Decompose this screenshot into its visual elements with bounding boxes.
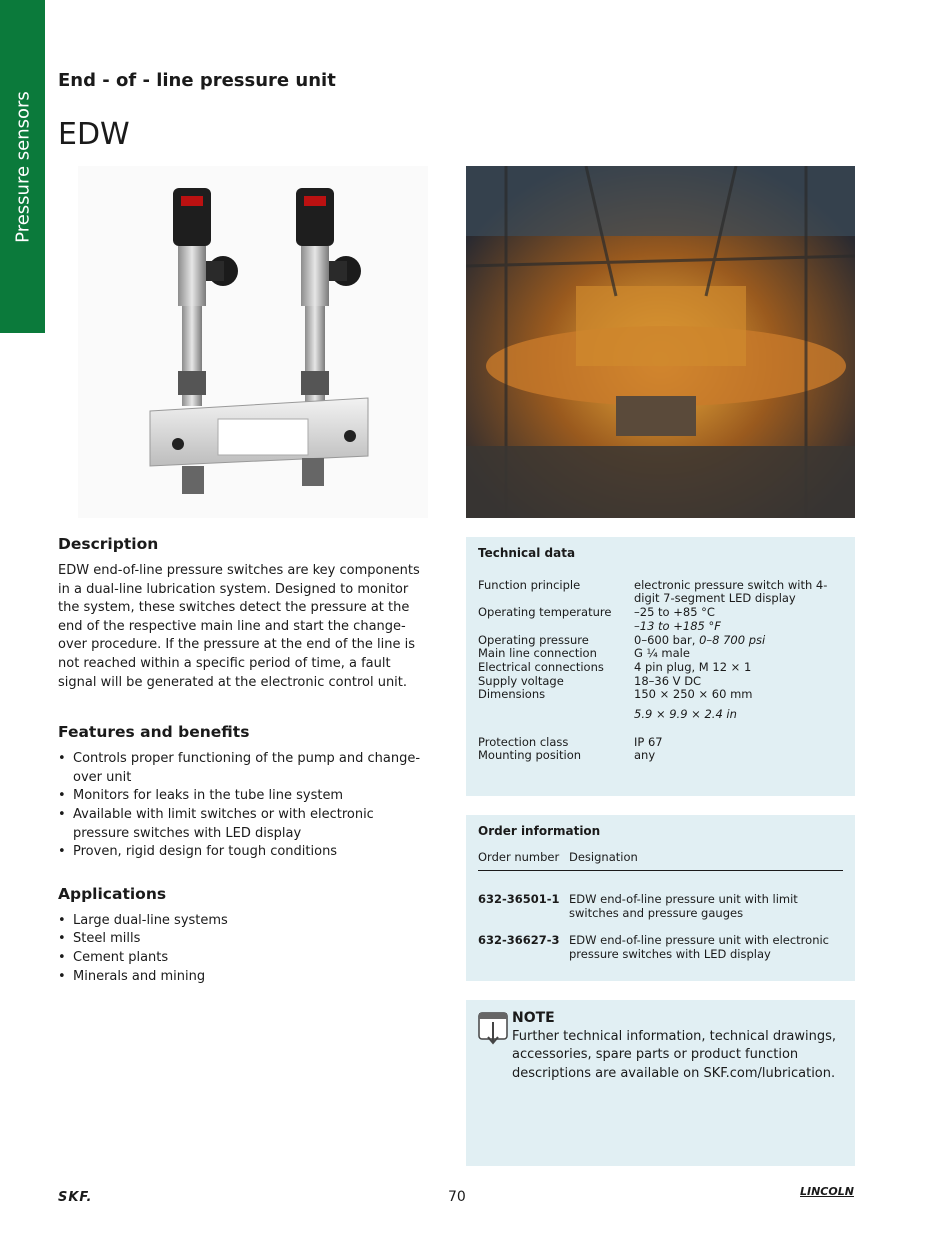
spec-row: [478, 736, 843, 750]
order-table-header: [478, 851, 843, 872]
section-tab-label: Pressure sensors: [12, 90, 33, 243]
list-item: • Large dual-line systems: [58, 912, 433, 931]
spec-label: Dimensions: [478, 687, 546, 702]
spec-value: –25 to +85 °C: [634, 605, 715, 620]
list-item: • Minerals and mining: [58, 968, 433, 987]
page-subtitle: End - of - line pressure unit: [58, 70, 336, 91]
spec-row: [478, 579, 843, 606]
list-item: • Cement plants: [58, 949, 433, 968]
note-title: NOTE: [512, 1010, 555, 1026]
page-number: 70: [448, 1189, 466, 1205]
lincoln-logo: LINCOLN: [800, 1185, 854, 1198]
list-item: • Controls proper functioning of the pump and change-over unit: [58, 750, 433, 787]
spec-label: Function principle: [478, 577, 581, 592]
spec-value: 4 pin plug, M 12 × 1: [634, 659, 752, 674]
order-heading: Order information: [478, 824, 601, 838]
table-row: [478, 934, 843, 961]
features-heading: Features and benefits: [58, 723, 250, 742]
list-item: • Proven, rigid design for tough conditions: [58, 843, 433, 862]
list-item: • Steel mills: [58, 930, 433, 949]
spec-row: [478, 647, 843, 661]
spec-row: [478, 749, 843, 763]
spec-label: Protection class: [478, 734, 569, 749]
table-row: [478, 893, 843, 920]
designation: EDW end-of-line pressure unit with limit switches and pressure gauges: [569, 892, 798, 921]
order-number: 632-36627-3: [478, 932, 560, 947]
spec-label: Supply voltage: [478, 673, 564, 688]
page-title: EDW: [58, 117, 130, 152]
spec-row: [478, 688, 843, 721]
list-item: • Monitors for leaks in the tube line system: [58, 787, 433, 806]
spec-value-imperial: –13 to +185 °F: [634, 618, 721, 633]
spec-row: [478, 661, 843, 675]
column-header-order-number: Order number: [478, 849, 560, 864]
spec-value-imperial: 0–8 700 psi: [699, 632, 766, 647]
spec-value: G ¼ male: [634, 646, 690, 661]
order-number: 632-36501-1: [478, 892, 560, 907]
applications-list: [58, 912, 433, 986]
spec-value: 18–36 V DC: [634, 673, 702, 688]
applications-heading: Applications: [58, 884, 167, 903]
spec-row: [478, 634, 843, 648]
order-information-box: [466, 815, 855, 981]
list-item: • Available with limit switches or with electronic pressure switches with LED display: [58, 806, 433, 843]
note-content: [512, 1009, 842, 1083]
technical-data-box: [466, 537, 855, 796]
spec-label: Mounting position: [478, 748, 582, 763]
spec-label: Main line connection: [478, 646, 597, 661]
spec-value: 150 × 250 × 60 mm: [634, 687, 753, 702]
description-text: EDW end-of-line pressure switches are key components in a dual-line lubrication system. Designed to monitor the system, these switches detect the pressure at the end of the respective main line and start the change-over procedure. If the pressure at the end of the line is not reached within a specific period of time, a fault signal will be generated at the electronic control unit.: [58, 563, 420, 690]
spec-value: electronic pressure switch with 4-digit 7-segment LED display: [634, 577, 828, 606]
description-heading: Description: [58, 535, 159, 553]
note-box: [466, 1000, 855, 1166]
spec-label: Operating temperature: [478, 605, 612, 620]
spec-row: [478, 675, 843, 689]
note-text: Further technical information, technical drawings, accessories, spare parts or product function descriptions are available on SKF.com/lubrication.: [512, 1028, 837, 1081]
section-tab: [0, 0, 45, 333]
steel-mill-photo: [466, 166, 855, 518]
technical-data-heading: Technical data: [478, 546, 576, 560]
spec-value: IP 67: [634, 734, 663, 749]
note-book-icon: [478, 1012, 508, 1050]
skf-logo: SKF.: [58, 1190, 93, 1205]
product-image: [78, 166, 428, 518]
spec-value-imperial: 5.9 × 9.9 × 2.4 in: [634, 707, 737, 722]
spec-label: Electrical connections: [478, 659, 604, 674]
spec-row: [478, 606, 843, 633]
left-column: [58, 534, 433, 986]
designation: EDW end-of-line pressure unit with electronic pressure switches with LED display: [569, 932, 830, 961]
spec-value: any: [634, 748, 656, 763]
column-header-designation: Designation: [569, 849, 638, 864]
features-list: [58, 750, 433, 862]
spec-label: Operating pressure: [478, 632, 589, 647]
spec-value: 0–600 bar,: [634, 632, 696, 647]
